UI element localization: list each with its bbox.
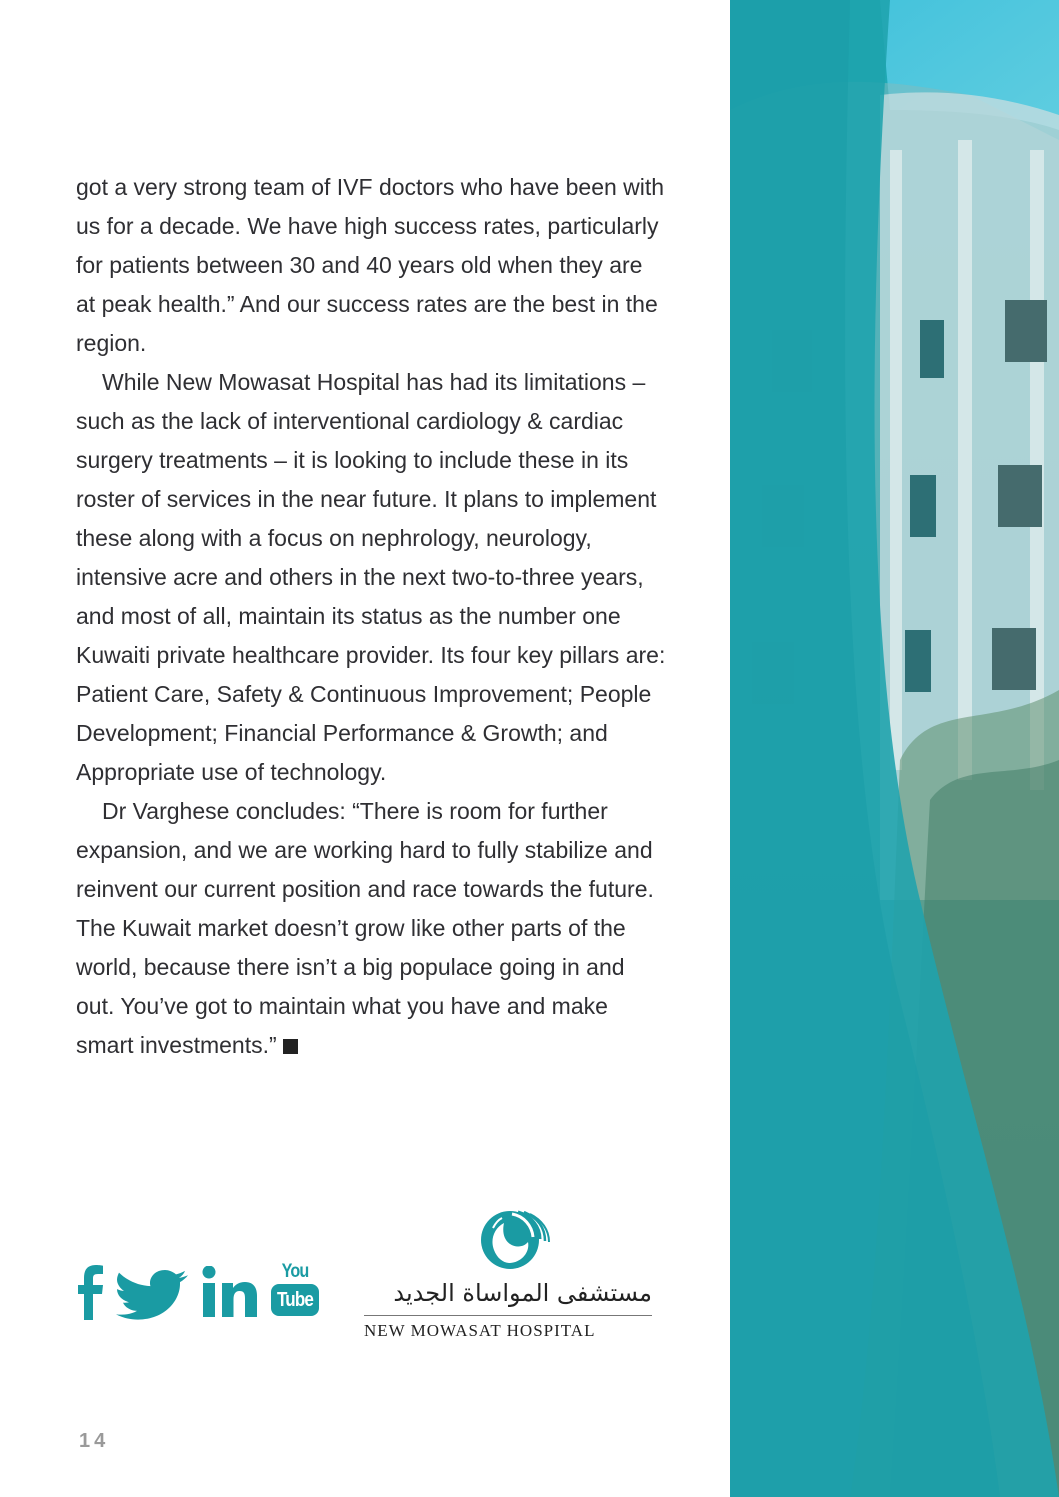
hospital-logo [362,1210,654,1345]
youtube-label-top: You [281,1261,309,1282]
logo-english-name: NEW MOWASAT HOSPITAL [364,1321,596,1340]
logo-arabic-name: مستشفى المواساة الجديد [393,1279,652,1307]
paragraph: got a very strong team of IVF doctors who have been with us for a decade. We have high success rates, particularly for patients between 30 and 40 years old when they are at peak health.” And our success rates are the best in the region. [76,174,665,356]
youtube-label-bottom: Tube [277,1289,313,1311]
page-number: 14 [79,1430,110,1452]
paragraph [76,792,666,1065]
social-icons [76,1258,326,1324]
logo-divider [364,1315,652,1316]
twitter-icon[interactable] [114,1270,190,1320]
article-body [76,168,666,1065]
hospital-photo [730,0,1059,1497]
facebook-icon[interactable] [76,1264,104,1320]
linkedin-icon[interactable] [202,1266,258,1318]
paragraph: While New Mowasat Hospital has had its limitations – such as the lack of interventional cardiology & cardiac surgery treatments – it is looking to include these in its roster of services in the near future. It plans to implement these along with a focus on nephrology, neurology, intensive acre and others in the next two-to-three years, and most of all, maintain its status as the number one Kuwaiti private healthcare provider. Its four key pillars are: Patient Care, Safety & Continuous Improvement; People Development; Financial Performance & Growth; and Appropriate use of technology. [76,369,666,785]
end-mark [283,1039,298,1054]
youtube-icon[interactable] [271,1262,319,1320]
paragraph-text: Dr Varghese concludes: “There is room for further expansion, and we are working hard to fully stabilize and reinvent our current position and race towards the future. The Kuwait market doesn’t grow like other parts of the world, because there isn’t a big populace going in and out. You’ve got to maintain what you have and make smart investments.” [76,798,654,1058]
hand-logo-icon [472,1210,552,1272]
